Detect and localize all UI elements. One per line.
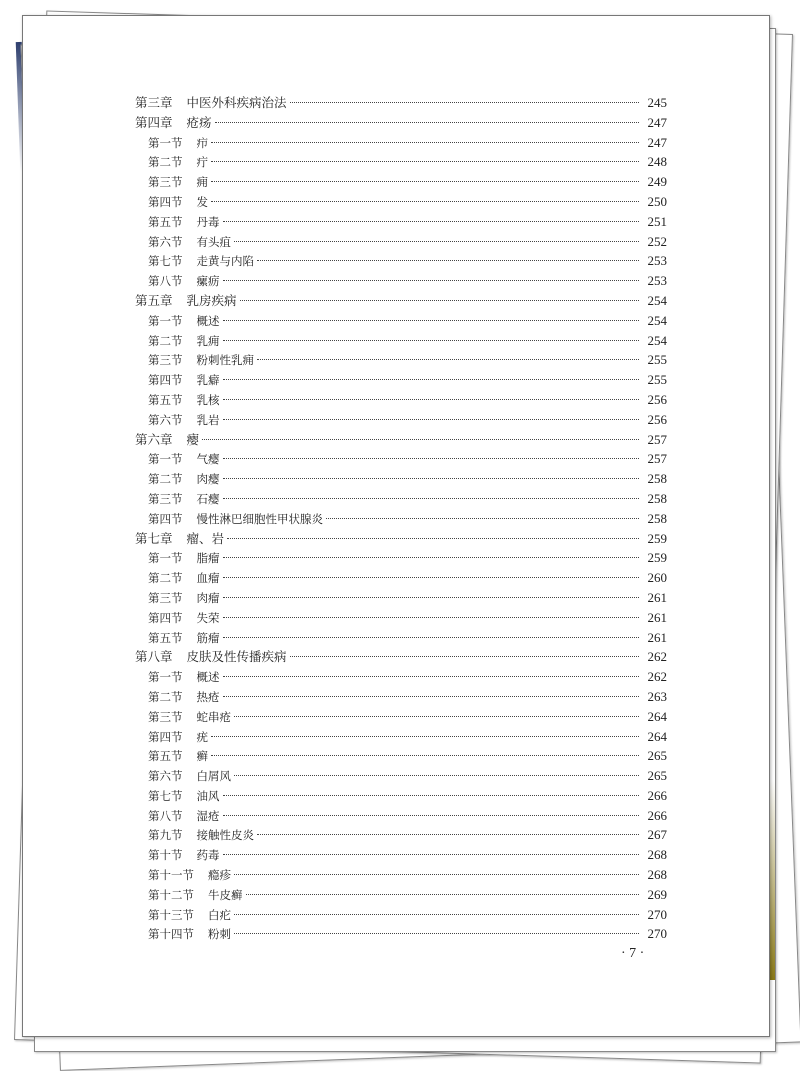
toc-section-entry[interactable] — [135, 568, 667, 588]
entry-page: 259 — [647, 550, 667, 566]
entry-title: 发 — [196, 194, 208, 209]
toc-section-entry[interactable] — [135, 509, 667, 529]
entry-page: 263 — [647, 688, 667, 704]
leader-dots — [290, 102, 639, 103]
toc-section-entry[interactable] — [135, 588, 667, 608]
entry-page: 262 — [647, 669, 667, 685]
entry-number: 第一节 — [148, 313, 183, 328]
entry-title: 白屑风 — [196, 769, 231, 784]
entry-title: 失荣 — [196, 610, 220, 625]
entry-number: 第四章 — [135, 114, 173, 130]
leader-dots — [223, 419, 640, 420]
entry-title: 疣 — [196, 729, 208, 744]
entry-title: 慢性淋巴细胞性甲状腺炎 — [196, 511, 323, 526]
leader-dots — [211, 755, 639, 756]
toc-section-entry[interactable] — [135, 449, 667, 469]
leader-dots — [211, 142, 639, 143]
entry-title: 皮肤及性传播疾病 — [186, 649, 287, 665]
toc-section-entry[interactable] — [135, 133, 667, 153]
entry-page: 247 — [647, 114, 667, 130]
entry-title: 有头疽 — [196, 234, 231, 249]
entry-page: 254 — [647, 292, 667, 308]
entry-number: 第五节 — [148, 214, 183, 229]
entry-title: 疖 — [196, 135, 208, 150]
leader-dots — [223, 478, 640, 479]
toc-section-entry[interactable] — [135, 370, 667, 390]
entry-title: 蛇串疮 — [196, 709, 231, 724]
entry-number: 第三节 — [148, 491, 183, 506]
leader-dots — [223, 696, 640, 697]
leader-dots — [257, 359, 639, 360]
entry-number: 第八章 — [135, 649, 173, 665]
entry-number: 第二节 — [148, 333, 183, 348]
leader-dots — [234, 933, 639, 934]
entry-page: 266 — [647, 807, 667, 823]
entry-page: 251 — [647, 213, 667, 229]
entry-page: 268 — [647, 847, 667, 863]
entry-title: 热疮 — [196, 689, 220, 704]
entry-page: 257 — [647, 451, 667, 467]
leader-dots — [223, 676, 640, 677]
entry-number: 第七节 — [148, 254, 183, 269]
entry-title: 白疕 — [208, 907, 231, 922]
entry-title: 肉瘤 — [196, 590, 220, 605]
toc-section-entry[interactable] — [135, 192, 667, 212]
entry-number: 第六章 — [135, 431, 173, 447]
toc-section-entry[interactable] — [135, 806, 667, 826]
entry-number: 第五节 — [148, 630, 183, 645]
leader-dots — [223, 221, 640, 222]
entry-number: 第七节 — [148, 788, 183, 803]
entry-number: 第六节 — [148, 769, 183, 784]
entry-number: 第四节 — [148, 610, 183, 625]
toc-section-entry[interactable] — [135, 152, 667, 172]
entry-number: 第六节 — [148, 412, 183, 427]
toc-section-entry[interactable] — [135, 608, 667, 628]
toc-chapter-entry[interactable] — [135, 647, 667, 667]
entry-number: 第十一节 — [148, 868, 194, 883]
entry-page: 245 — [647, 95, 667, 110]
entry-title: 疮疡 — [186, 114, 212, 130]
entry-page: 261 — [647, 589, 667, 605]
entry-title: 接触性皮炎 — [196, 828, 254, 843]
entry-page: 255 — [647, 372, 667, 388]
toc-section-entry[interactable] — [135, 410, 667, 430]
toc-chapter-entry[interactable] — [135, 529, 667, 549]
entry-number: 第二节 — [148, 571, 183, 586]
entry-page: 258 — [647, 471, 667, 487]
leader-dots — [257, 834, 639, 835]
entry-number: 第一节 — [148, 135, 183, 150]
leader-dots — [223, 379, 640, 380]
entry-title: 概述 — [196, 313, 220, 328]
entry-number: 第十四节 — [148, 927, 194, 942]
entry-title: 乳岩 — [196, 412, 220, 427]
leader-dots — [234, 716, 639, 717]
toc-section-entry[interactable] — [135, 746, 667, 766]
toc-section-entry[interactable] — [135, 845, 667, 865]
leader-dots — [246, 894, 640, 895]
toc-section-entry[interactable] — [135, 350, 667, 370]
entry-page: 250 — [647, 193, 667, 209]
toc-chapter-entry[interactable] — [135, 291, 667, 311]
entry-title: 药毒 — [196, 848, 220, 863]
entry-page: 253 — [647, 253, 667, 269]
entry-number: 第五章 — [135, 292, 173, 308]
entry-title: 牛皮癣 — [208, 887, 243, 902]
entry-title: 概述 — [196, 670, 220, 685]
entry-page: 259 — [647, 530, 667, 546]
toc-section-entry[interactable] — [135, 687, 667, 707]
entry-number: 第二节 — [148, 689, 183, 704]
entry-page: 252 — [647, 233, 667, 249]
leader-dots — [223, 458, 640, 459]
toc-chapter-entry[interactable] — [135, 93, 667, 113]
entry-title: 丹毒 — [196, 214, 220, 229]
entry-page: 247 — [647, 134, 667, 150]
toc-section-entry[interactable] — [135, 766, 667, 786]
leader-dots — [234, 874, 639, 875]
toc-section-entry[interactable] — [135, 865, 667, 885]
entry-page: 270 — [647, 926, 667, 942]
entry-page: 256 — [647, 411, 667, 427]
entry-page: 262 — [647, 649, 667, 665]
entry-page: 267 — [647, 827, 667, 843]
entry-page: 258 — [647, 510, 667, 526]
entry-number: 第四节 — [148, 729, 183, 744]
leader-dots — [223, 597, 640, 598]
document-page — [22, 15, 770, 1037]
entry-title: 走黄与内陷 — [196, 254, 254, 269]
entry-number: 第五节 — [148, 749, 183, 764]
entry-title: 粉刺性乳痈 — [196, 353, 254, 368]
entry-page: 265 — [647, 748, 667, 764]
leader-dots — [290, 656, 639, 657]
entry-page: 264 — [647, 708, 667, 724]
entry-page: 254 — [647, 332, 667, 348]
leader-dots — [234, 775, 639, 776]
table-of-contents — [135, 93, 667, 944]
toc-chapter-entry[interactable] — [135, 430, 667, 450]
entry-title: 血瘤 — [196, 571, 220, 586]
entry-number: 第二节 — [148, 155, 183, 170]
leader-dots — [223, 795, 640, 796]
leader-dots — [240, 300, 639, 301]
toc-section-entry[interactable] — [135, 232, 667, 252]
toc-section-entry[interactable] — [135, 212, 667, 232]
leader-dots — [223, 617, 640, 618]
entry-number: 第四节 — [148, 511, 183, 526]
entry-number: 第八节 — [148, 274, 183, 289]
leader-dots — [202, 439, 639, 440]
toc-section-entry[interactable] — [135, 271, 667, 291]
leader-dots — [223, 637, 640, 638]
entry-number: 第九节 — [148, 828, 183, 843]
entry-title: 疔 — [196, 155, 208, 170]
entry-number: 第十三节 — [148, 907, 194, 922]
entry-number: 第三节 — [148, 709, 183, 724]
leader-dots — [326, 518, 639, 519]
entry-page: 268 — [647, 867, 667, 883]
entry-number: 第二节 — [148, 472, 183, 487]
entry-number: 第八节 — [148, 808, 183, 823]
toc-section-entry[interactable] — [135, 390, 667, 410]
entry-title: 石瘿 — [196, 491, 220, 506]
leader-dots — [223, 577, 640, 578]
entry-number: 第三节 — [148, 175, 183, 190]
entry-page: 261 — [647, 609, 667, 625]
entry-title: 瘰疬 — [196, 274, 220, 289]
entry-title: 乳痈 — [196, 333, 220, 348]
leader-dots — [223, 498, 640, 499]
entry-page: 254 — [647, 312, 667, 328]
toc-section-entry[interactable] — [135, 172, 667, 192]
toc-section-entry[interactable] — [135, 924, 667, 944]
toc-section-entry[interactable] — [135, 489, 667, 509]
leader-dots — [227, 538, 639, 539]
leader-dots — [234, 241, 639, 242]
toc-section-entry[interactable] — [135, 727, 667, 747]
toc-section-entry[interactable] — [135, 251, 667, 271]
entry-title: 中医外科疾病治法 — [186, 95, 287, 110]
entry-number: 第一节 — [148, 452, 183, 467]
entry-page: 260 — [647, 570, 667, 586]
entry-page: 266 — [647, 787, 667, 803]
entry-number: 第三节 — [148, 353, 183, 368]
entry-title: 乳核 — [196, 392, 220, 407]
leader-dots — [223, 854, 640, 855]
entry-number: 第三章 — [135, 95, 173, 110]
leader-dots — [211, 181, 639, 182]
toc-section-entry[interactable] — [135, 786, 667, 806]
entry-number: 第一节 — [148, 551, 183, 566]
toc-section-entry[interactable] — [135, 667, 667, 687]
toc-section-entry[interactable] — [135, 885, 667, 905]
toc-section-entry[interactable] — [135, 331, 667, 351]
entry-number: 第四节 — [148, 373, 183, 388]
entry-page: 253 — [647, 273, 667, 289]
entry-page: 248 — [647, 154, 667, 170]
page-number: · 7 · — [621, 946, 645, 961]
entry-page: 255 — [647, 352, 667, 368]
leader-dots — [257, 260, 639, 261]
entry-page: 269 — [647, 886, 667, 902]
entry-number: 第六节 — [148, 234, 183, 249]
entry-number: 第四节 — [148, 194, 183, 209]
entry-title: 粉刺 — [208, 927, 231, 942]
leader-dots — [223, 340, 640, 341]
entry-title: 筋瘤 — [196, 630, 220, 645]
entry-title: 脂瘤 — [196, 551, 220, 566]
toc-section-entry[interactable] — [135, 311, 667, 331]
leader-dots — [211, 201, 639, 202]
toc-chapter-entry[interactable] — [135, 113, 667, 133]
entry-title: 气瘿 — [196, 452, 220, 467]
entry-page: 257 — [647, 431, 667, 447]
entry-title: 湿疮 — [196, 808, 220, 823]
entry-page: 264 — [647, 728, 667, 744]
leader-dots — [223, 557, 640, 558]
toc-section-entry[interactable] — [135, 469, 667, 489]
entry-title: 乳癖 — [196, 373, 220, 388]
entry-number: 第五节 — [148, 392, 183, 407]
toc-section-entry[interactable] — [135, 905, 667, 925]
entry-page: 256 — [647, 391, 667, 407]
entry-number: 第十节 — [148, 848, 183, 863]
leader-dots — [223, 280, 640, 281]
entry-page: 249 — [647, 174, 667, 190]
entry-title: 瘤、岩 — [186, 530, 225, 546]
entry-title: 肉瘿 — [196, 472, 220, 487]
entry-page: 265 — [647, 768, 667, 784]
entry-number: 第三节 — [148, 590, 183, 605]
entry-title: 瘾疹 — [208, 868, 231, 883]
toc-section-entry[interactable] — [135, 548, 667, 568]
entry-number: 第一节 — [148, 670, 183, 685]
entry-number: 第十二节 — [148, 887, 194, 902]
entry-page: 258 — [647, 490, 667, 506]
leader-dots — [223, 320, 640, 321]
leader-dots — [211, 736, 639, 737]
toc-section-entry[interactable] — [135, 628, 667, 648]
leader-dots — [223, 815, 640, 816]
entry-title: 瘿 — [186, 431, 200, 447]
entry-title: 痈 — [196, 175, 208, 190]
leader-dots — [215, 122, 639, 123]
entry-number: 第七章 — [135, 530, 173, 546]
leader-dots — [211, 161, 639, 162]
entry-title: 乳房疾病 — [186, 292, 237, 308]
entry-page: 270 — [647, 906, 667, 922]
leader-dots — [223, 399, 640, 400]
entry-page: 261 — [647, 629, 667, 645]
leader-dots — [234, 914, 639, 915]
toc-section-entry[interactable] — [135, 707, 667, 727]
toc-section-entry[interactable] — [135, 825, 667, 845]
entry-title: 油风 — [196, 788, 220, 803]
entry-title: 癣 — [196, 749, 208, 764]
